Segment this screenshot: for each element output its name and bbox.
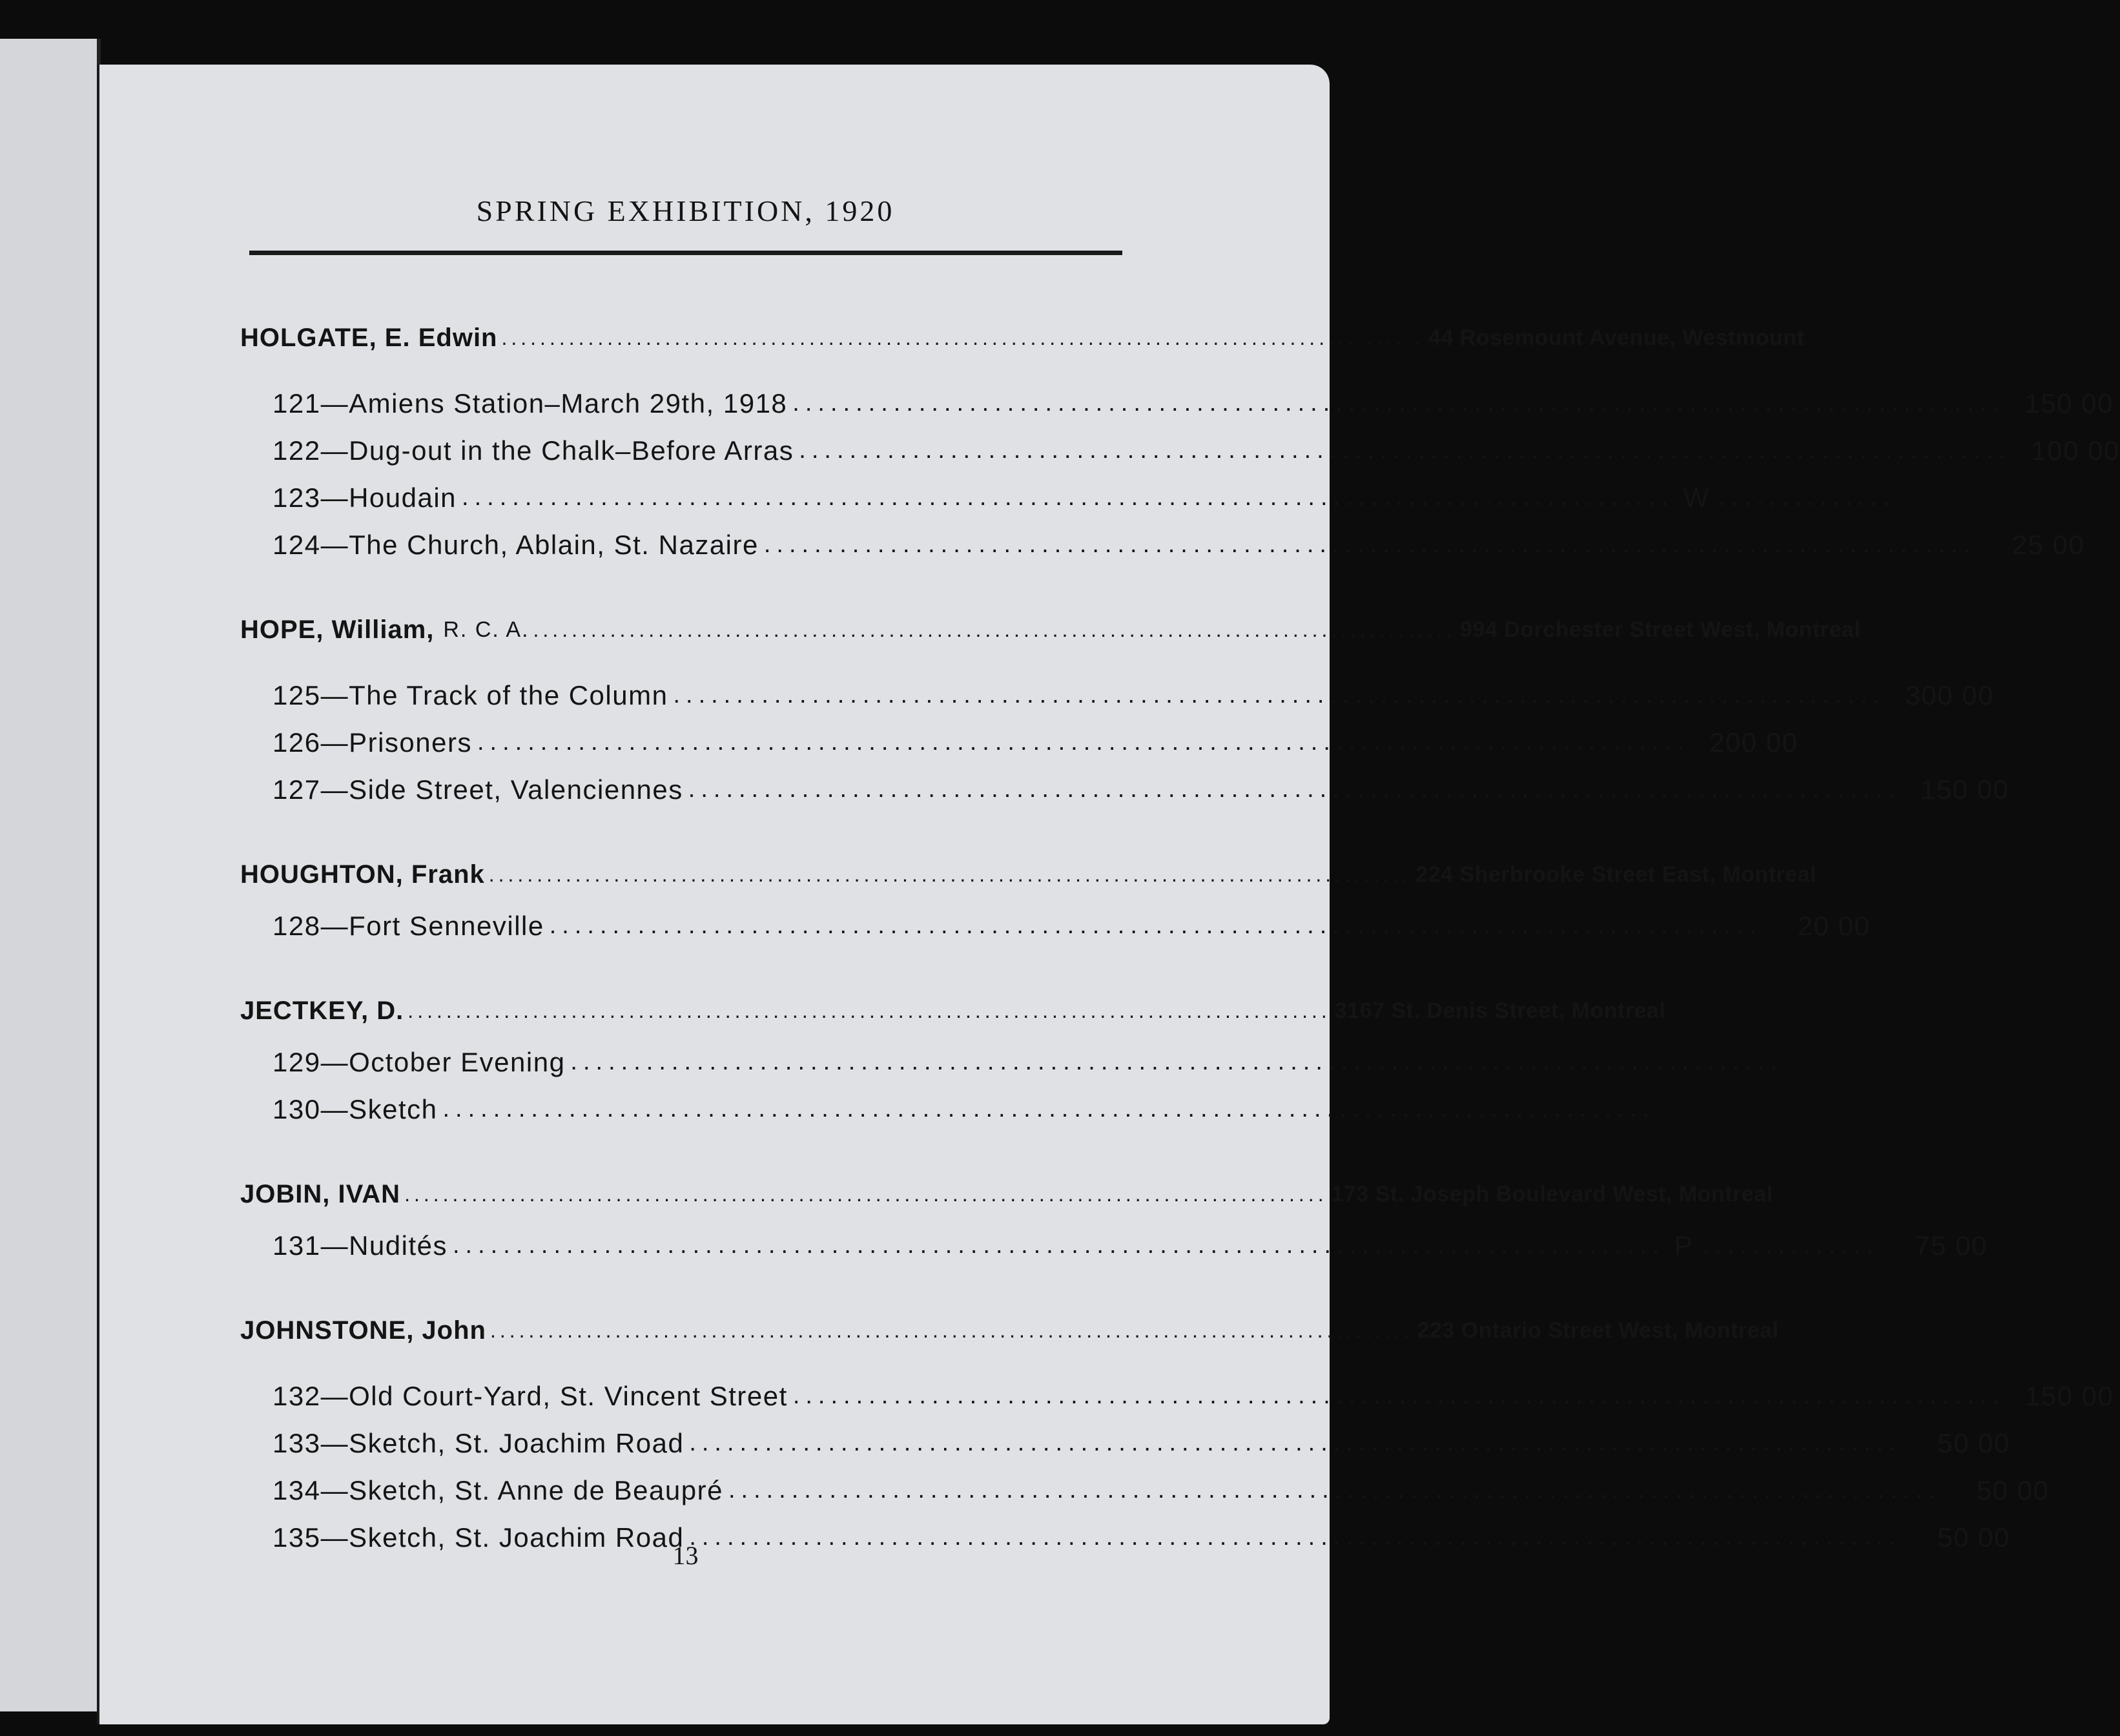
leader-dots: ................................................................................................ — [442, 1095, 1656, 1122]
work-entry — [273, 719, 1798, 766]
work-entry — [273, 902, 1871, 949]
artist-name: HOPE, William, — [240, 615, 435, 644]
leader-dots: ................................................................................................ — [488, 862, 1412, 886]
artist-address: 994 Dorchester Street West, Montreal — [1460, 617, 1861, 642]
artist-name: HOLGATE, E. Edwin — [240, 323, 498, 352]
leader-dots: ................................................................................................ — [792, 389, 2005, 417]
artist-address: 44 Rosemount Avenue, Westmount — [1428, 325, 1805, 350]
work-title: 130—Sketch — [273, 1093, 438, 1124]
work-title: 125—The Track of the Column — [273, 679, 668, 710]
work-price: 200 00 — [1709, 727, 1798, 758]
work-entry — [273, 1086, 1656, 1133]
work-price: 50 00 — [1937, 1522, 2010, 1553]
work-title: 135—Sketch, St. Joachim Road — [273, 1522, 684, 1553]
work-entry — [273, 1038, 1783, 1086]
leader-dots: ................................................................................................ — [728, 1476, 1941, 1504]
artist-name: JECTKEY, D. — [240, 996, 404, 1025]
leader-dots: ................................................................................................ — [673, 681, 1886, 708]
leader-dots: ................................................................................................ — [462, 484, 1674, 511]
work-price: 75 00 — [1915, 1230, 1988, 1261]
work-title: 133—Sketch, St. Joachim Road — [273, 1427, 684, 1458]
artist-name: JOBIN, IVAN — [240, 1179, 401, 1208]
artist-entry — [240, 602, 1861, 657]
artist-name: HOUGHTON, Frank — [240, 860, 485, 889]
work-title: 123—Houdain — [273, 482, 457, 513]
work-price: 25 00 — [2012, 529, 2085, 560]
work-title: 134—Sketch, St. Anne de Beaupré — [273, 1474, 723, 1505]
leader-dots: ................................................................................................ — [570, 1048, 1783, 1075]
work-price: 100 00 — [2031, 435, 2120, 466]
leader-dots: .............. — [1718, 484, 1896, 511]
leader-dots: ................................................................................................ — [489, 1318, 1414, 1342]
artist-entry — [240, 310, 1805, 366]
leader-dots: ................................................................................................ — [792, 1382, 2006, 1409]
artist-name: JOHNSTONE, John — [240, 1316, 486, 1345]
work-price: 20 00 — [1797, 910, 1871, 941]
work-price: 150 00 — [1920, 774, 2010, 805]
work-title: 127—Side Street, Valenciennes — [273, 774, 683, 805]
work-entry — [273, 427, 2120, 474]
work-title: 124—The Church, Ablain, St. Nazaire — [273, 529, 759, 560]
leader-dots: ................................................................................................ — [477, 728, 1690, 756]
leader-dots: ................................................................................................ — [501, 326, 1425, 349]
work-entry — [273, 672, 1994, 719]
leader-dots: ................................................................................................ — [763, 531, 1977, 558]
work-code: W — [1683, 482, 1710, 513]
artist-address: 224 Sherbrooke Street East, Montreal — [1415, 862, 1817, 887]
work-title: 121—Amiens Station–March 29th, 1918 — [273, 388, 788, 418]
artist-entry — [240, 983, 1666, 1038]
left-page-edge — [0, 39, 101, 1711]
leader-dots: ................................................................................................ — [407, 998, 1331, 1022]
work-title: 132—Old Court-Yard, St. Vincent Street — [273, 1380, 788, 1411]
work-price: 50 00 — [1937, 1427, 2010, 1458]
work-code: P — [1674, 1230, 1694, 1261]
work-entry — [273, 1222, 1988, 1269]
work-title: 129—October Evening — [273, 1046, 566, 1077]
work-price: 50 00 — [1976, 1474, 2050, 1505]
work-entry — [273, 1467, 2050, 1514]
artist-address: 3167 St. Denis Street, Montreal — [1334, 998, 1666, 1023]
work-title: 126—Prisoners — [273, 727, 472, 758]
artist-entry — [240, 847, 1817, 902]
header-rule — [249, 251, 1122, 255]
work-entry — [273, 1372, 2114, 1420]
artist-honour: R. C. A. — [443, 617, 530, 642]
artist-address: 173 St. Joseph Boulevard West, Montreal — [1331, 1181, 1773, 1206]
artist-entry — [240, 1166, 1773, 1222]
catalogue-page — [97, 65, 2120, 1724]
leader-dots: ................................................................................................ — [799, 437, 2012, 464]
work-entry — [273, 474, 1896, 521]
leader-dots: ................................................................................................ — [688, 776, 1901, 803]
leader-dots: ................................................................................................ — [404, 1182, 1328, 1206]
artist-entry — [240, 1303, 1779, 1358]
leader-dots: ................................................................................................ — [549, 912, 1762, 939]
catalogue-listing — [240, 310, 2120, 1561]
leader-dots: ................................................................................................ — [533, 617, 1457, 641]
work-price: 150 00 — [2024, 388, 2114, 418]
leader-dots: ................................................................................................ — [689, 1524, 1902, 1551]
page-header: SPRING EXHIBITION, 1920 — [476, 194, 895, 227]
leader-dots: ................................................................................................ — [452, 1232, 1665, 1259]
work-entry — [273, 1420, 2010, 1467]
leader-dots: ................................................................................................ — [689, 1429, 1902, 1456]
page-number: 13 — [672, 1541, 699, 1570]
work-entry — [273, 380, 2114, 427]
leader-dots: .............. — [1702, 1232, 1879, 1259]
work-price: 150 00 — [2024, 1380, 2114, 1411]
work-price: 300 00 — [1905, 679, 1994, 710]
work-entry — [273, 521, 2085, 568]
work-title: 128—Fort Senneville — [273, 910, 544, 941]
artist-address: 223 Ontario Street West, Montreal — [1417, 1318, 1779, 1343]
work-title: 122—Dug-out in the Chalk–Before Arras — [273, 435, 794, 466]
work-entry — [273, 766, 2010, 813]
work-title: 131—Nudités — [273, 1230, 448, 1261]
